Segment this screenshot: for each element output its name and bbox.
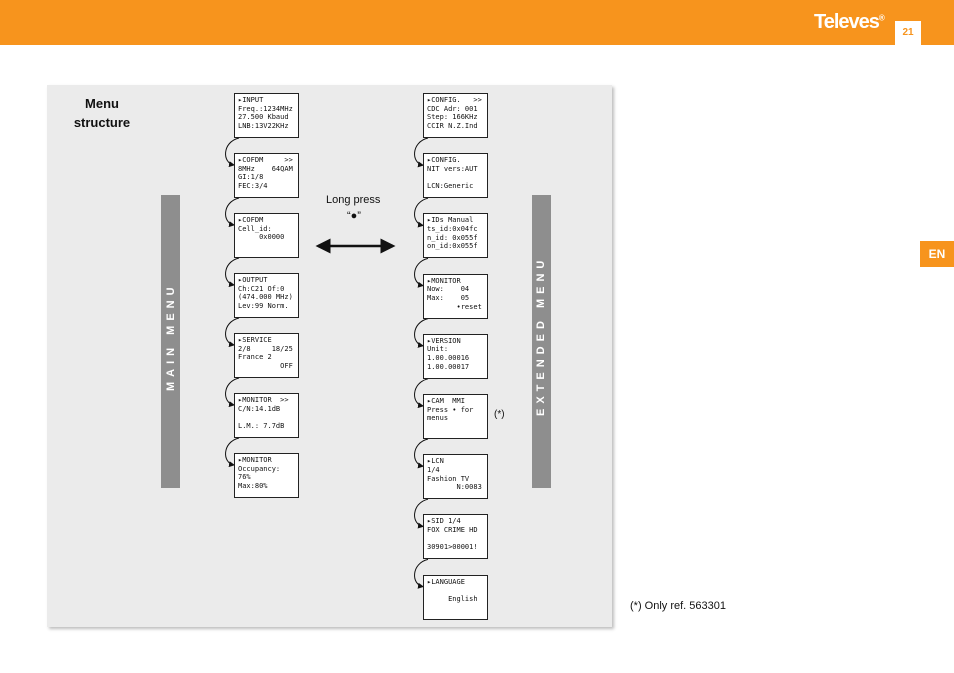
lcd-screen [234,333,299,378]
lcd-screen [234,213,299,258]
lcd-line: 0x0000 [238,233,285,242]
lcd-screen [423,514,488,559]
lcd-line: (474.000 MHz) [238,293,293,302]
lcd-line: Occupancy: [238,464,281,473]
lcd-line [427,174,485,183]
lcd-line: CDC Adr: 001 [427,104,478,113]
lcd-line: ▸OUTPUT [238,276,268,284]
lcd-line: Lev:99 Norm. [238,302,289,311]
lcd-line: Max:80% [238,482,268,491]
lcd-line: Cell_id: [238,224,272,233]
long-press-key: “●” [347,210,361,222]
panel-title: Menu structure [73,96,131,130]
page-number: 21 [895,21,921,45]
lcd-line: 30901>00001! [427,543,478,552]
lcd-line: ▸MONITOR >> [238,396,289,404]
lcd-line: 27.500 Kbaud [238,113,289,122]
lcd-screen [234,453,299,498]
lcd-line: L.M.: 7.7dB [238,422,285,431]
lcd-screen [423,93,488,138]
lcd-screen [423,213,488,258]
lcd-line [427,586,485,595]
lcd-screen [423,394,488,439]
lcd-line: menus [427,414,449,423]
lcd-line: France 2 [238,353,272,362]
language-tab: EN [920,241,954,267]
lcd-line [238,242,296,251]
lcd-screen [423,274,488,319]
main-menu-label: MAIN MENU [165,282,177,391]
lcd-line: ▸LANGUAGE [427,577,465,586]
lcd-line: ▸CAM MMI [427,397,465,405]
lcd-line: GI:1/8 [238,173,264,182]
lcd-line: LNB:13V22KHz [238,122,289,131]
lcd-screen [234,93,299,138]
lcd-line: 8MHz 64QAM [238,164,293,173]
lcd-screen [234,153,299,198]
lcd-line: LCN:Generic [427,182,474,191]
lcd-line [427,535,485,544]
lcd-line: FOX CRIME HD [427,526,478,535]
cam-footnote-marker: (*) [494,409,505,420]
lcd-line: OFF [238,362,293,371]
lcd-line: Fashion TV [427,474,470,483]
lcd-line: 1.00.00017 [427,362,470,371]
lcd-line: ▸SID 1/4 [427,517,461,526]
lcd-line: ▸CONFIG. [427,156,461,165]
lcd-line: C/N:14.1dB [238,404,281,413]
lcd-line: ▸SERVICE [238,336,272,344]
lcd-line: CCIR N.Z.Ind [427,122,478,131]
long-press-label: Long press [326,194,381,206]
lcd-line: Step: 166KHz [427,113,478,122]
lcd-line: Freq.:1234MHz [238,104,293,113]
lcd-line: ▸VERSION [427,336,461,345]
lcd-line: FEC:3/4 [238,182,268,191]
lcd-line: Unit: [427,345,449,354]
lcd-screen [234,273,299,318]
lcd-line [238,413,296,422]
lcd-line: ts_id:0x04fc [427,225,478,234]
lcd-screen [423,575,488,620]
lcd-screen [423,153,488,198]
lcd-line: ▸CONFIG. >> [427,96,482,104]
lcd-line: 1.00.00016 [427,354,470,363]
lcd-line: ▸LCN [427,457,444,466]
lcd-line: Press • for [427,405,474,414]
extended-menu-label: EXTENDED MENU [535,255,547,416]
lcd-line: N:0083 [427,483,482,492]
lcd-screen [423,334,488,379]
lcd-line: Now: 04 [427,285,470,294]
lcd-line: on_id:0x055f [427,242,478,251]
lcd-line: NIT vers:AUT [427,164,478,173]
lcd-line: ▸INPUT [238,96,264,104]
lcd-line: ▸COFDM >> [238,156,293,164]
lcd-screen [234,393,299,438]
lcd-line: Ch:C21 Of:0 [238,284,285,293]
footnote: (*) Only ref. 563301 [630,600,726,612]
lcd-line: 76% [238,473,251,482]
lcd-line [427,423,485,432]
lcd-line: English [427,594,478,603]
lcd-line: •reset [427,302,482,311]
lcd-line: Max: 05 [427,293,470,302]
lcd-screen [423,454,488,499]
lcd-line [427,604,485,613]
lcd-line: ▸MONITOR [427,276,461,285]
lcd-line: ▸MONITOR [238,456,272,464]
lcd-line: n_id: 0x055f [427,233,478,242]
brand-logo: Televes® [814,11,884,33]
lcd-line: ▸COFDM [238,216,264,224]
lcd-line: ▸IDs Manual [427,216,474,225]
lcd-line: 1/4 [427,465,440,474]
lcd-line: 2/8 18/25 [238,344,293,353]
